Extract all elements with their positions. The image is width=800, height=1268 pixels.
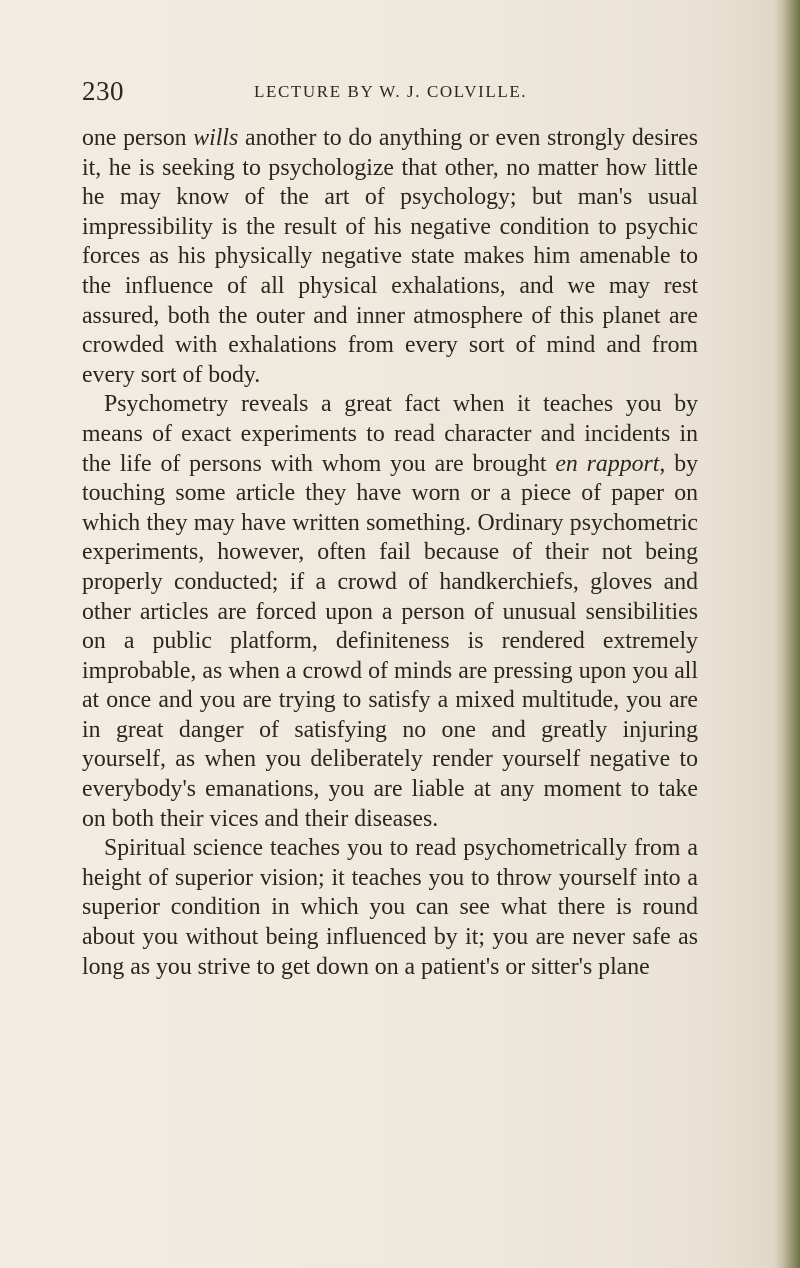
body-text — [82, 124, 698, 982]
paragraph-1 — [82, 124, 698, 390]
running-head: LECTURE BY W. J. COLVILLE. — [254, 82, 528, 101]
paragraph-2-italic-en-rapport: en rapport — [555, 450, 660, 477]
paragraph-2-part-c: , by touching some article they have worn or a piece of paper on which they may have written something. Ordinary psychometric experiments, however, often fail because of their not being properly conducted; if a crowd of handkerchiefs, gloves and other articles are forced upon a person of unusual sensibilities on a public platform, definiteness is rendered extremely improbable, as when a crowd of minds are pressing upon you all at once and you are trying to satisfy a mixed multitude, you are in great danger of satisfying no one and greatly injuring yourself, as when you deliberately render yourself negative to everybody's emanations, you are liable at any moment to take on both their vices and their diseases. — [82, 450, 698, 832]
page-header — [82, 76, 702, 110]
paragraph-3 — [82, 834, 698, 982]
paragraph-1-italic-wills: wills — [193, 125, 239, 151]
paragraph-1-part-a: one person — [82, 125, 194, 151]
paragraph-2 — [82, 390, 698, 834]
paragraph-3-text: Spiritual science teaches you to read psychometrically from a height of superior vision; it teaches you to throw yourself into a superior condition in which you can see what there is round about you without being influenced by it; you are never safe as long as you strive to get down on a patient's or sitter's plane — [82, 835, 698, 980]
page-binding-edge — [774, 0, 800, 1268]
paragraph-1-part-c: another to do anything or even strongly desires it, he is seeking to psychologize that other, no matter how little he may know of the art of psychology; but man's usual impressibility is the result of his negative condition to psychic forces as his physically negative state makes him amenable to the influence of all physical exhalations, and we may rest assured, both the outer and inner atmosphere of this planet are crowded with exhalations from every sort of mind and from every sort of body. — [82, 125, 698, 388]
page-number: 230 — [82, 76, 124, 106]
paragraph-2-part-a: Psychometry reveals a great fact when it teaches you by means of exact experiments to read character and incidents in the life of persons with whom you are brought — [82, 391, 698, 477]
